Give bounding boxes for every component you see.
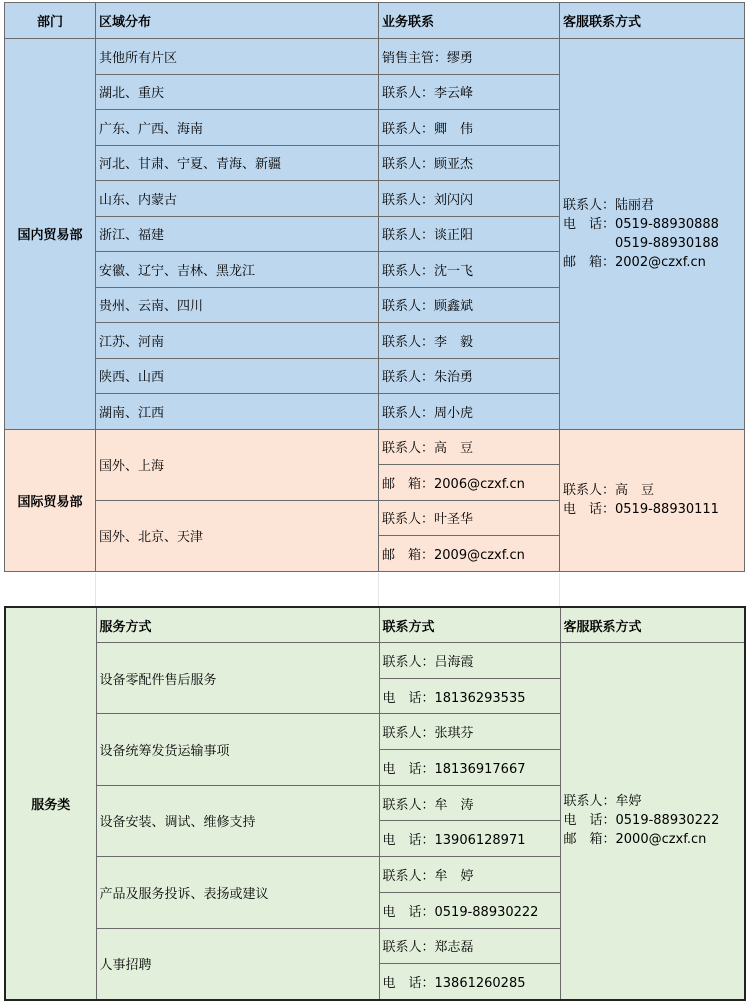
- service-category-cell: 服务类: [5, 607, 96, 1000]
- contact-cell: 联系人：牟 婷: [379, 857, 560, 893]
- contact-cell: 联系人：李云峰: [379, 74, 560, 110]
- region-cell: 国外、上海: [96, 429, 379, 500]
- region-cell: 湖南、江西: [96, 394, 379, 430]
- service-table: [4, 606, 746, 1001]
- table-row: [5, 643, 745, 679]
- contact-cell: 联系人：吕海霞: [379, 643, 560, 679]
- contact-cell: 联系人：谈正阳: [379, 216, 560, 252]
- contact-cell: 联系人：郑志磊: [379, 928, 560, 964]
- phone-cell: 电 话：0519-88930222: [379, 892, 560, 928]
- region-cell: 浙江、福建: [96, 216, 379, 252]
- contact-cell: 联系人：李 毅: [379, 323, 560, 359]
- region-cell: 广东、广西、海南: [96, 110, 379, 146]
- phone-cell: 电 话：18136293535: [379, 678, 560, 714]
- contact-cell: 联系人：沈一飞: [379, 252, 560, 288]
- method-cell: 设备统筹发货运输事项: [96, 714, 379, 785]
- contact-table: [4, 2, 745, 572]
- region-cell: 陕西、山西: [96, 358, 379, 394]
- method-cell: 设备零配件售后服务: [96, 643, 379, 714]
- domestic-dept-cell: 国内贸易部: [5, 39, 96, 430]
- contact-cell: 联系人：牟 涛: [379, 785, 560, 821]
- contact-cell: 联系人：张琪芬: [379, 714, 560, 750]
- region-cell: 国外、北京、天津: [96, 500, 379, 571]
- contact-cell: 联系人：叶圣华: [379, 500, 560, 536]
- region-cell: 江苏、河南: [96, 323, 379, 359]
- contact-cell: 联系人：顾鑫斌: [379, 287, 560, 323]
- region-cell: 贵州、云南、四川: [96, 287, 379, 323]
- phone-cell: 电 话：13861260285: [379, 964, 560, 1000]
- region-cell: 安徽、辽宁、吉林、黑龙江: [96, 252, 379, 288]
- method-cell: 设备安装、调试、维修支持: [96, 785, 379, 856]
- header-region: 区域分布: [96, 3, 379, 39]
- phone-cell: 电 话：18136917667: [379, 750, 560, 786]
- contact-cell: 联系人：朱治勇: [379, 358, 560, 394]
- international-dept-cell: 国际贸易部: [5, 429, 96, 571]
- email-cell: 邮 箱：2006@czxf.cn: [379, 465, 560, 501]
- table-row: [5, 39, 745, 75]
- header-service: 客服联系方式: [560, 607, 745, 643]
- region-cell: 河北、甘肃、宁夏、青海、新疆: [96, 145, 379, 181]
- contact-cell: 联系人：顾亚杰: [379, 145, 560, 181]
- domestic-service-cell: 联系人：陆丽君 电 话：0519-88930888 0519-88930188 邮 箱：2002@czxf.cn: [560, 39, 745, 430]
- phone-cell: 电 话：13906128971: [379, 821, 560, 857]
- contact-cell: 联系人：高 豆: [379, 429, 560, 465]
- table-row: [5, 429, 745, 465]
- header-method: 服务方式: [96, 607, 379, 643]
- services-service-cell: 联系人：牟婷 电 话：0519-88930222 邮 箱：2000@czxf.cn: [560, 643, 745, 1000]
- region-cell: 山东、内蒙古: [96, 181, 379, 217]
- contact-cell: 联系人：卿 伟: [379, 110, 560, 146]
- method-cell: 产品及服务投诉、表扬或建议: [96, 857, 379, 928]
- service-header-row: [5, 607, 745, 643]
- header-dept: 部门: [5, 3, 96, 39]
- contact-cell: 联系人：刘闪闪: [379, 181, 560, 217]
- header-contact: 联系方式: [379, 607, 560, 643]
- region-cell: 湖北、重庆: [96, 74, 379, 110]
- header-service: 客服联系方式: [560, 3, 745, 39]
- region-cell: 其他所有片区: [96, 39, 379, 75]
- spacer-row: [4, 573, 745, 606]
- header-business: 业务联系: [379, 3, 560, 39]
- method-cell: 人事招聘: [96, 928, 379, 1000]
- email-cell: 邮 箱：2009@czxf.cn: [379, 536, 560, 572]
- contact-cell: 销售主管：缪勇: [379, 39, 560, 75]
- header-row: [5, 3, 745, 39]
- international-service-cell: 联系人：高 豆 电 话：0519-88930111: [560, 429, 745, 571]
- contact-cell: 联系人：周小虎: [379, 394, 560, 430]
